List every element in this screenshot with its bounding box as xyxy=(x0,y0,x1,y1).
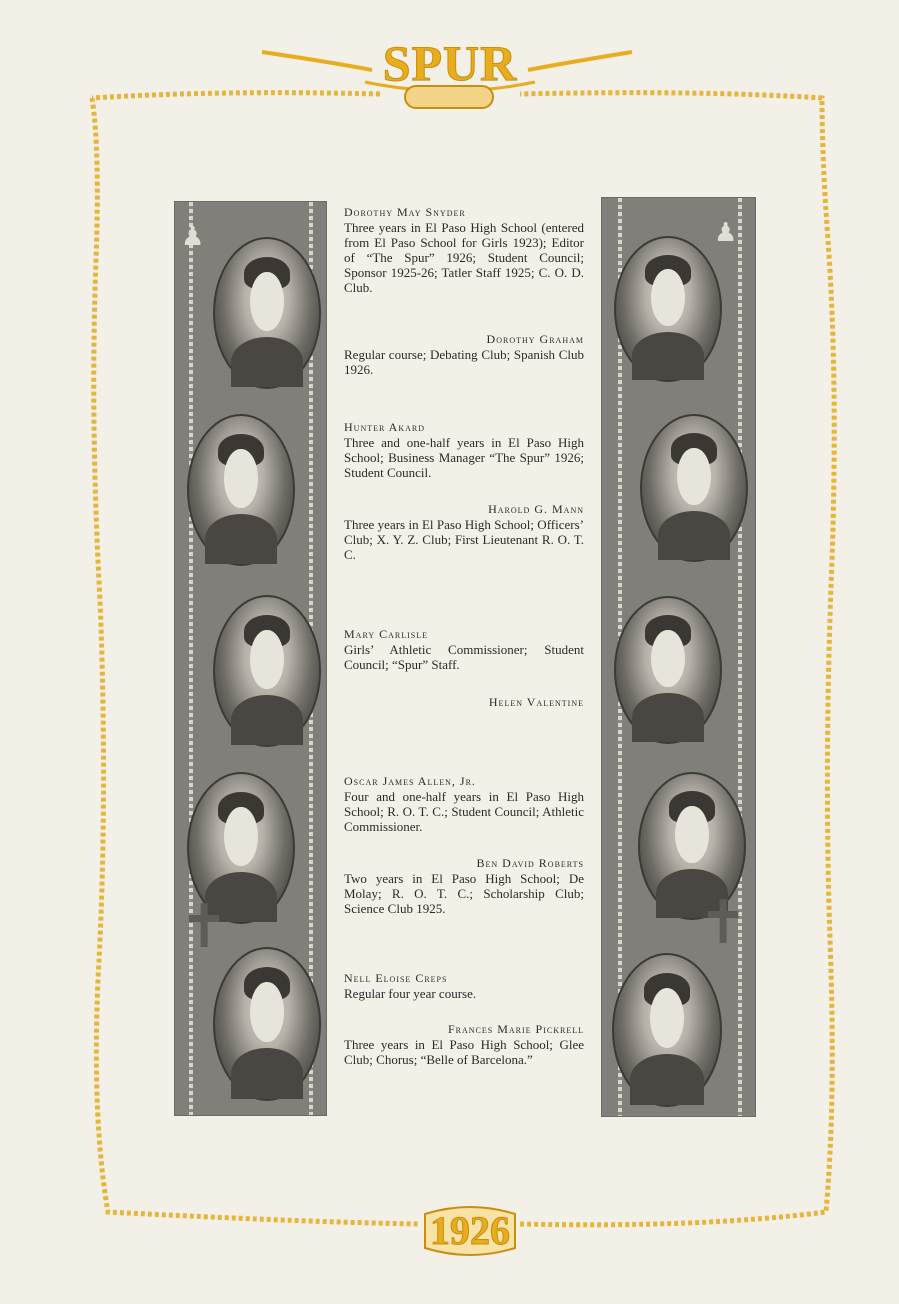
portrait-photo xyxy=(614,236,722,382)
student-entry xyxy=(344,627,584,672)
portrait-photo xyxy=(213,595,321,747)
student-description: Three years in El Paso High School; Officers’ Club; X. Y. Z. Club; First Lieutenant R. O. T. C. xyxy=(344,517,584,562)
student-name: Oscar James Allen, Jr. xyxy=(344,774,476,788)
student-entry xyxy=(344,420,584,480)
portrait-photo xyxy=(213,947,321,1101)
right-photo-strip xyxy=(601,197,756,1117)
rope-ornament xyxy=(738,198,742,1116)
student-description: Three and one-half years in El Paso High School; Business Manager “The Spur” 1926; Student Council. xyxy=(344,435,584,480)
student-description: Regular four year course. xyxy=(344,986,477,1001)
student-description: Three years in El Paso High School (entered from El Paso School for Girls 1923); Editor of “The Spur” 1926; Student Council; Sponsor 1925-26; Tatler Staff 1925; C. O. D. Club. xyxy=(344,220,584,295)
portrait-photo xyxy=(640,414,748,562)
student-entry xyxy=(344,332,584,377)
left-photo-strip xyxy=(174,201,327,1116)
student-name: Frances Marie Pickrell xyxy=(447,1022,584,1036)
student-name: Ben David Roberts xyxy=(476,856,584,870)
cactus-icon: ✝ xyxy=(179,894,230,960)
cactus-icon: ✝ xyxy=(698,890,749,956)
student-description: Regular course; Debating Club; Spanish Club 1926. xyxy=(344,347,584,377)
portrait-photo xyxy=(187,414,295,566)
rope-ornament xyxy=(189,202,193,1115)
student-description: Four and one-half years in El Paso High School; R. O. T. C.; Student Council; Athletic Commissioner. xyxy=(344,789,584,834)
student-entry xyxy=(344,856,584,916)
portrait-photo xyxy=(614,596,722,744)
student-name: Mary Carlisle xyxy=(344,627,429,641)
student-description: Girls’ Athletic Commissioner; Student Council; “Spur” Staff. xyxy=(344,642,584,672)
student-name: Nell Eloise Creps xyxy=(344,971,448,985)
student-name: Hunter Akard xyxy=(344,420,426,434)
steer-skull-icon: ♟ xyxy=(181,222,205,251)
student-description: Three years in El Paso High School; Glee Club; Chorus; “Belle of Barcelona.” xyxy=(344,1037,584,1067)
student-entry xyxy=(344,205,584,295)
portrait-photo xyxy=(213,237,321,389)
student-name: Dorothy May Snyder xyxy=(344,205,466,219)
student-entry xyxy=(344,1022,584,1067)
yearbook-year: 1926 xyxy=(430,1208,510,1253)
student-name: Harold G. Mann xyxy=(488,502,584,516)
student-name: Helen Valentine xyxy=(488,695,584,709)
student-name: Dorothy Graham xyxy=(486,332,584,346)
student-entry xyxy=(344,502,584,562)
student-entry xyxy=(344,695,584,710)
steer-skull-icon: ♟ xyxy=(714,218,738,247)
portrait-photo xyxy=(612,953,722,1107)
student-entry xyxy=(344,774,584,834)
student-description: Two years in El Paso High School; De Molay; R. O. T. C.; Scholarship Club; Science Club 1925. xyxy=(344,871,584,916)
student-entry xyxy=(344,971,584,1001)
yearbook-title: SPUR xyxy=(382,35,518,91)
